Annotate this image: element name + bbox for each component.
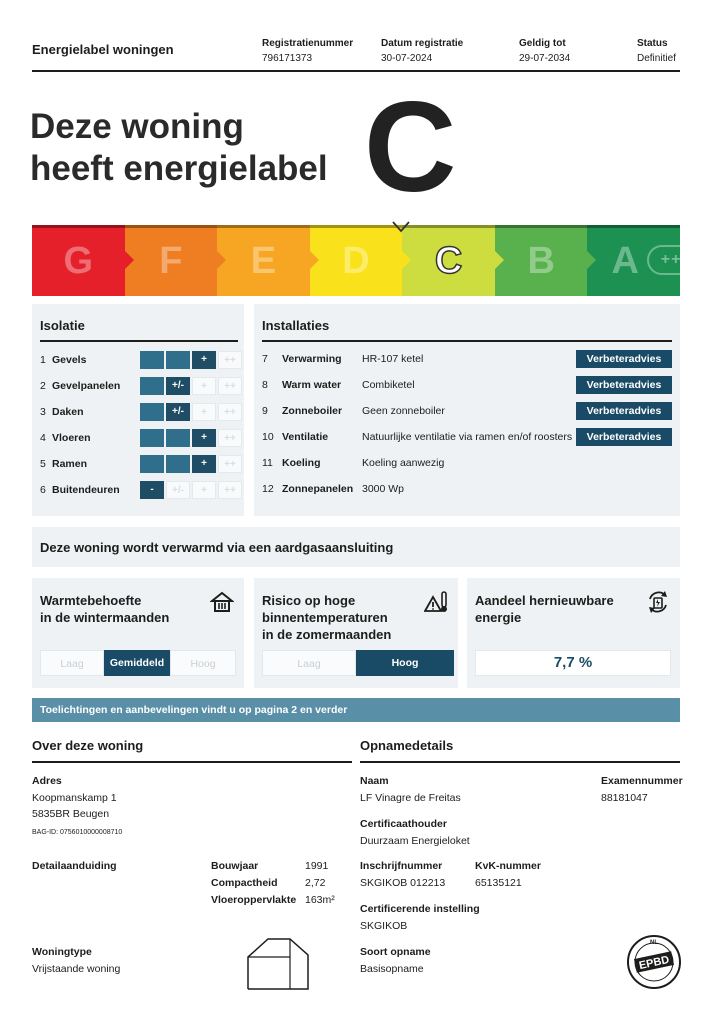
scale-arrow-icon (217, 251, 226, 269)
installaties-title: Installaties (262, 318, 330, 333)
isolatie-row (40, 351, 236, 369)
examennummer-label: Examennummer (601, 775, 683, 787)
installaties-panel (254, 304, 680, 516)
certificaathouder-value: Duurzaam Energieloket (360, 835, 470, 847)
row-label: Gevelpanelen (52, 380, 121, 392)
hernieuwbaar-panel (467, 578, 680, 688)
warmtebehoefte-panel (32, 578, 244, 688)
isolatie-title: Isolatie (40, 318, 85, 333)
row-number: 5 (40, 458, 46, 470)
scale-letter: F (159, 240, 183, 282)
installatie-row (262, 350, 672, 368)
row-label: Daken (52, 406, 84, 418)
energy-label-letter: C (364, 76, 457, 219)
installatie-row (262, 376, 672, 394)
rating-cell: + (192, 481, 216, 499)
bouwjaar-value: 1991 (305, 860, 329, 872)
house-heating-icon (210, 590, 234, 614)
scale-letter: D (342, 240, 370, 282)
renewable-energy-icon (646, 590, 670, 614)
registration-number: Registratienummer 796171373 (262, 38, 354, 64)
svg-text:EPBD: EPBD (638, 953, 671, 973)
rating-cell (140, 377, 164, 395)
woningtype-label: Woningtype (32, 946, 92, 958)
isolatie-row (40, 429, 236, 447)
row-label: Vloeren (52, 432, 91, 444)
rating-cell: +/- (166, 377, 190, 395)
warmte-option-gemiddeld: Gemiddeld (104, 650, 170, 676)
detached-house-icon (246, 937, 310, 991)
divider (360, 761, 680, 763)
scale-segment-c (402, 225, 495, 296)
row-label: Verwarming (282, 353, 342, 365)
rating-cell: + (192, 429, 216, 447)
row-number: 1 (40, 354, 46, 366)
scale-arrow-icon (310, 251, 319, 269)
compactheid-value: 2,72 (305, 877, 326, 889)
scale-segment-edge (495, 225, 588, 228)
adres-line-2: 5835BR Beugen (32, 808, 110, 820)
warmtebehoefte-title: Warmtebehoefte in de wintermaanden (40, 593, 170, 625)
over-woning-title: Over deze woning (32, 738, 144, 753)
row-number: 6 (40, 484, 46, 496)
risico-option-hoog: Hoog (356, 650, 454, 676)
rating-cells (140, 403, 242, 421)
scale-arrow-icon (402, 251, 411, 269)
rating-cell: ++ (218, 403, 242, 421)
rating-cell: ++ (218, 377, 242, 395)
hernieuwbaar-value: 7,7 % (475, 650, 671, 676)
rating-cells (140, 429, 242, 447)
scale-plus-pill: ++++ (647, 245, 715, 275)
row-label: Warm water (282, 379, 342, 391)
row-value: 3000 Wp (362, 483, 405, 495)
risico-indicator (262, 650, 454, 676)
risico-option-laag: Laag (262, 650, 356, 676)
scale-segment-e (217, 225, 310, 296)
rating-cell: +/- (166, 481, 190, 499)
rating-cell (140, 455, 164, 473)
warmtebehoefte-indicator (40, 650, 236, 676)
scale-segment-a (587, 225, 703, 296)
row-number: 8 (262, 379, 268, 391)
installatie-row (262, 402, 672, 420)
scale-letter: E (250, 240, 277, 282)
divider (262, 340, 672, 342)
scale-segment-edge (402, 225, 495, 228)
kvk-value: 65135121 (475, 877, 522, 889)
inschrijfnummer-label: Inschrijfnummer (360, 860, 443, 872)
verbeteradvies-button[interactable]: Verbeteradvies (576, 428, 672, 446)
svg-text:NL: NL (650, 940, 658, 946)
scale-arrow-icon (125, 251, 134, 269)
warmte-option-laag: Laag (40, 650, 104, 676)
kvk-label: KvK-nummer (475, 860, 541, 872)
headline: Deze woning heeft energielabel (30, 107, 328, 188)
rating-cell: ++ (218, 481, 242, 499)
row-number: 12 (262, 483, 274, 495)
hernieuwbaar-title: Aandeel hernieuwbare energie (475, 593, 614, 625)
isolatie-row (40, 377, 236, 395)
scale-segment-d (310, 225, 403, 296)
valid-until: Geldig tot 29-07-2034 (519, 38, 571, 64)
isolatie-row (40, 403, 236, 421)
naam-label: Naam (360, 775, 389, 787)
rating-cell: ++ (218, 455, 242, 473)
scale-letter: B (527, 240, 555, 282)
energy-label-scale (32, 225, 703, 296)
rating-cell: ++ (218, 351, 242, 369)
row-number: 10 (262, 431, 274, 443)
info-banner: Toelichtingen en aanbevelingen vindt u op pagina 2 en verder (32, 698, 680, 722)
divider (32, 761, 352, 763)
divider (40, 340, 238, 342)
risico-panel (254, 578, 458, 688)
rating-cell: - (140, 481, 164, 499)
scale-segment-edge (32, 225, 125, 228)
scale-letter: A (611, 240, 639, 282)
bag-id: BAG-ID: 0756010000008710 (32, 829, 123, 836)
compactheid-label: Compactheid (211, 877, 278, 889)
soort-opname-value: Basisopname (360, 963, 424, 975)
row-number: 9 (262, 405, 268, 417)
scale-segment-g (32, 225, 125, 296)
rating-cell (166, 429, 190, 447)
certificerende-instelling-label: Certificerende instelling (360, 903, 480, 915)
row-value: HR-107 ketel (362, 353, 424, 365)
rating-cell: + (192, 403, 216, 421)
soort-opname-label: Soort opname (360, 946, 431, 958)
certificaathouder-label: Certificaathouder (360, 818, 447, 830)
row-value: Natuurlijke ventilatie via ramen en/of roosters (362, 431, 573, 443)
rating-cells (140, 481, 242, 499)
scale-segment-edge (125, 225, 218, 228)
detail-label: Detailaanduiding (32, 860, 117, 872)
row-label: Ventilatie (282, 431, 329, 443)
scale-arrow-icon (495, 251, 504, 269)
scale-letter: C (434, 240, 463, 282)
rating-cell: + (192, 351, 216, 369)
row-label: Gevels (52, 354, 87, 366)
adres-line-1: Koopmanskamp 1 (32, 792, 117, 804)
row-label: Koeling (282, 457, 321, 469)
scale-segment-edge (587, 225, 680, 228)
verbeteradvies-button[interactable]: Verbeteradvies (576, 402, 672, 420)
document-title: Energielabel woningen (32, 42, 174, 57)
isolatie-panel (32, 304, 244, 516)
row-number: 2 (40, 380, 46, 392)
rating-cell (140, 429, 164, 447)
row-label: Buitendeuren (52, 484, 120, 496)
document-header (32, 36, 680, 72)
row-number: 4 (40, 432, 46, 444)
rating-cell (140, 351, 164, 369)
rating-cell (166, 455, 190, 473)
isolatie-row (40, 481, 236, 499)
woningtype-value: Vrijstaande woning (32, 963, 121, 975)
row-number: 3 (40, 406, 46, 418)
adres-label: Adres (32, 775, 62, 787)
installatie-row (262, 454, 672, 472)
rating-cell (166, 351, 190, 369)
installatie-row (262, 428, 672, 446)
installatie-row (262, 480, 672, 498)
examennummer-value: 88181047 (601, 792, 648, 804)
verbeteradvies-button[interactable]: Verbeteradvies (576, 376, 672, 394)
scale-arrow-icon (587, 251, 596, 269)
vloeroppervlakte-label: Vloeroppervlakte (211, 894, 297, 906)
verbeteradvies-button[interactable]: Verbeteradvies (576, 350, 672, 368)
isolatie-row (40, 455, 236, 473)
warmte-option-hoog: Hoog (170, 650, 236, 676)
scale-segment-edge (310, 225, 403, 228)
rating-cell: + (192, 455, 216, 473)
rating-cell: ++ (218, 429, 242, 447)
epbd-logo-icon (626, 934, 682, 990)
heating-source: Deze woning wordt verwarmd via een aardgasaansluiting (32, 527, 680, 567)
row-value: Koeling aanwezig (362, 457, 445, 469)
row-value: Geen zonneboiler (362, 405, 445, 417)
vloeroppervlakte-value: 163m² (305, 894, 335, 906)
row-label: Zonneboiler (282, 405, 343, 417)
registration-date: Datum registratie 30-07-2024 (381, 38, 464, 64)
opnamedetails-title: Opnamedetails (360, 738, 454, 753)
scale-segment-f (125, 225, 218, 296)
scale-letter: G (63, 240, 94, 282)
inschrijfnummer-value: SKGIKOB 012213 (360, 877, 446, 889)
rating-cells (140, 377, 242, 395)
rating-cell: + (192, 377, 216, 395)
rating-cell (140, 403, 164, 421)
rating-cell: +/- (166, 403, 190, 421)
risico-title: Risico op hoge binnentemperaturen in de zomermaanden (262, 593, 392, 642)
certificerende-instelling-value: SKGIKOB (360, 920, 408, 932)
rating-cells (140, 455, 242, 473)
bouwjaar-label: Bouwjaar (211, 860, 259, 872)
scale-segment-b (495, 225, 588, 296)
warning-thermometer-icon (424, 590, 448, 614)
row-value: Combiketel (362, 379, 415, 391)
scale-segment-edge (217, 225, 310, 228)
active-label-marker-icon (392, 221, 410, 233)
row-number: 11 (262, 457, 273, 469)
status: Status Definitief (637, 38, 676, 64)
rating-cells (140, 351, 242, 369)
row-number: 7 (262, 353, 268, 365)
naam-value: LF Vinagre de Freitas (360, 792, 461, 804)
row-label: Ramen (52, 458, 88, 470)
row-label: Zonnepanelen (282, 483, 354, 495)
